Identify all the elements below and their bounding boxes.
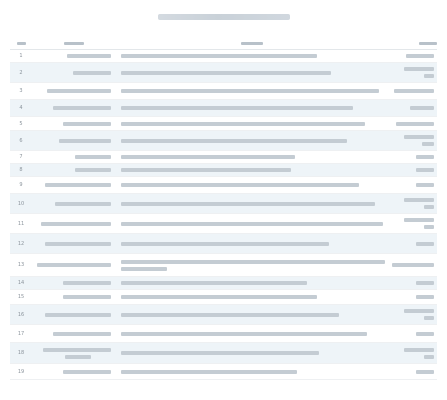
row-detail: [115, 117, 388, 131]
table-row: [10, 290, 437, 305]
table-row: [10, 194, 437, 214]
row-number: 14: [10, 277, 32, 290]
row-detail: [115, 131, 388, 151]
row-name: [32, 277, 115, 290]
row-detail: [115, 254, 388, 277]
row-number: 2: [10, 63, 32, 83]
table-row: [10, 214, 437, 234]
row-number: 17: [10, 325, 32, 343]
row-name: [32, 83, 115, 100]
row-detail: [115, 177, 388, 194]
table-row: [10, 164, 437, 177]
row-name: [32, 305, 115, 325]
row-number: 18: [10, 343, 32, 364]
row-number: 10: [10, 194, 32, 214]
table-row: [10, 305, 437, 325]
row-name: [32, 50, 115, 63]
table-row: [10, 177, 437, 194]
row-detail: [115, 100, 388, 117]
table-header-row: [10, 38, 437, 50]
row-name: [32, 100, 115, 117]
table-row: [10, 63, 437, 83]
row-number: 13: [10, 254, 32, 277]
table-row: [10, 234, 437, 254]
row-name: [32, 194, 115, 214]
matter-table: [10, 38, 437, 380]
table-row: [10, 151, 437, 164]
row-detail: [115, 50, 388, 63]
row-scope: [388, 364, 437, 380]
row-number: 8: [10, 164, 32, 177]
row-scope: [388, 305, 437, 325]
row-detail: [115, 325, 388, 343]
table-row: [10, 50, 437, 63]
row-name: [32, 214, 115, 234]
row-detail: [115, 234, 388, 254]
document-title-text: [158, 14, 290, 20]
row-scope: [388, 63, 437, 83]
row-number: 9: [10, 177, 32, 194]
header-detail: [115, 38, 388, 50]
row-number: 4: [10, 100, 32, 117]
row-number: 3: [10, 83, 32, 100]
table-row: [10, 325, 437, 343]
row-number: 7: [10, 151, 32, 164]
row-number: 16: [10, 305, 32, 325]
row-name: [32, 343, 115, 364]
row-number: 12: [10, 234, 32, 254]
document-title: [0, 12, 447, 22]
row-scope: [388, 325, 437, 343]
row-detail: [115, 151, 388, 164]
row-detail: [115, 364, 388, 380]
row-scope: [388, 254, 437, 277]
row-detail: [115, 83, 388, 100]
table-row: [10, 100, 437, 117]
row-scope: [388, 194, 437, 214]
row-scope: [388, 234, 437, 254]
header-name: [32, 38, 115, 50]
row-scope: [388, 343, 437, 364]
row-scope: [388, 100, 437, 117]
header-scope: [388, 38, 437, 50]
row-scope: [388, 117, 437, 131]
row-scope: [388, 151, 437, 164]
row-name: [32, 364, 115, 380]
row-scope: [388, 50, 437, 63]
row-name: [32, 254, 115, 277]
row-number: 19: [10, 364, 32, 380]
row-name: [32, 177, 115, 194]
row-name: [32, 117, 115, 131]
row-scope: [388, 290, 437, 305]
row-scope: [388, 177, 437, 194]
row-name: [32, 131, 115, 151]
row-number: 6: [10, 131, 32, 151]
row-scope: [388, 83, 437, 100]
row-number: 11: [10, 214, 32, 234]
row-name: [32, 234, 115, 254]
row-detail: [115, 164, 388, 177]
row-detail: [115, 343, 388, 364]
header-no: [10, 38, 32, 50]
table-row: [10, 131, 437, 151]
table-row: [10, 117, 437, 131]
table-row: [10, 343, 437, 364]
table-row: [10, 83, 437, 100]
row-name: [32, 63, 115, 83]
row-detail: [115, 305, 388, 325]
row-scope: [388, 277, 437, 290]
table-row: [10, 364, 437, 380]
row-name: [32, 151, 115, 164]
row-detail: [115, 214, 388, 234]
row-scope: [388, 131, 437, 151]
row-detail: [115, 194, 388, 214]
table-row: [10, 254, 437, 277]
row-number: 1: [10, 50, 32, 63]
table-row: [10, 277, 437, 290]
row-scope: [388, 164, 437, 177]
row-detail: [115, 63, 388, 83]
row-name: [32, 164, 115, 177]
table-body: [10, 50, 437, 380]
row-name: [32, 290, 115, 305]
row-detail: [115, 277, 388, 290]
row-name: [32, 325, 115, 343]
row-number: 5: [10, 117, 32, 131]
row-number: 15: [10, 290, 32, 305]
row-scope: [388, 214, 437, 234]
row-detail: [115, 290, 388, 305]
